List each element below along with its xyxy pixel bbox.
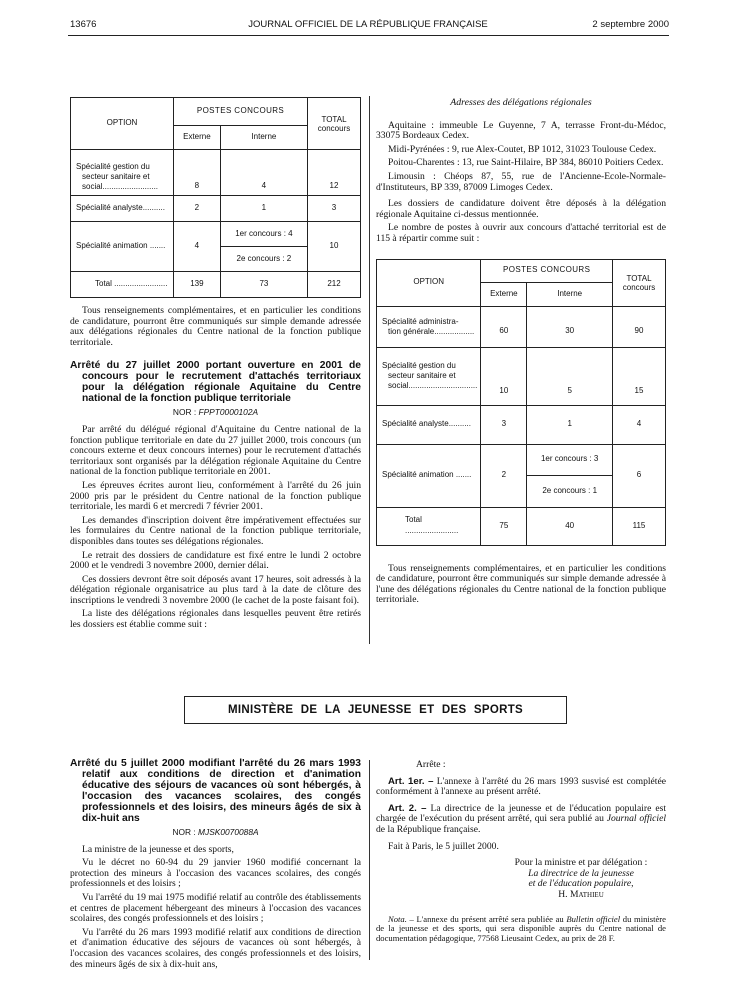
cell-interne: 1	[220, 196, 307, 222]
paragraph-renseignements: Tous renseignements complémentaires, et en particulier les conditions de candidature, pourront être communiqués sur simple demande adressée à l'une des délégations régionales du Centre national de la fonction publique territoriale.	[376, 562, 666, 606]
cell-externe: 60	[481, 306, 527, 347]
cell-total: 12	[308, 150, 361, 196]
cell-total: 6	[613, 444, 666, 507]
issue-date: 2 septembre 2000	[592, 19, 669, 30]
row-option: Spécialité animation .......	[71, 222, 174, 272]
th-interne: Interne	[220, 126, 307, 150]
paragraph: La liste des délégations régionales dans lesquelles peuvent être retirés les dossiers est établie comme suit :	[70, 608, 361, 631]
cell-externe: 3	[481, 405, 527, 444]
th-total-line2: concours	[622, 282, 656, 292]
cell-total: 212	[308, 272, 361, 298]
cell-interne-2: 2e concours : 1	[527, 475, 613, 507]
left-column-lower	[70, 758, 361, 973]
cell-interne: 40	[527, 507, 613, 545]
paragraph-depot: Les dossiers de candidature doivent être déposés à la délégation régionale Aquitaine ci-dessus mentionnée.	[376, 198, 666, 220]
th-externe: Externe	[481, 282, 527, 306]
cell-interne-1: 1er concours : 4	[220, 222, 307, 247]
address-item: Poitou-Charentes : 13, rue Saint-Hilaire, BP 384, 86010 Poitiers Cedex.	[388, 157, 664, 169]
th-total-line1: TOTAL	[626, 273, 652, 283]
header-rule	[68, 35, 669, 36]
signature-line: Pour la ministre et par délégation :	[514, 857, 648, 869]
th-externe: Externe	[174, 126, 221, 150]
visa-paragraph: Vu le décret no 60-94 du 29 janvier 1960 modifié concernant la protection des mineurs à l'occasion des vacances scolaires, des congés professionnels et des loisirs ;	[70, 857, 361, 890]
signature-line: et de l'éducation populaire,	[528, 878, 634, 890]
cell-total: 4	[613, 405, 666, 444]
nor-reference: NOR : MJSK0070088A	[172, 827, 259, 837]
postes-table-2	[376, 259, 666, 546]
cell-externe: 2	[174, 196, 221, 222]
paragraph: Les demandes d'inscription doivent être impérativement effectuées sur les formulaires du Centre national de la fonction publique territoriale, disponibles dans toutes ses délégations régionales.	[70, 514, 361, 547]
paragraph: Ces dossiers devront être soit déposés avant 17 heures, soit adressés à la délégation régionale organisatrice au plus tard à la date de clôture des inscriptions le vendredi 3 novembre 2000 (le cachet de la poste faisant foi).	[70, 573, 361, 606]
cell-total: 15	[613, 347, 666, 405]
row-option: Total ........................	[71, 272, 174, 298]
cell-total: 10	[308, 222, 361, 272]
visa-paragraph: Vu l'arrêté du 19 mai 1975 modifié relatif au contrôle des établissements et centres de placement hébergeant des mineurs à l'occasion des vacances scolaires, des congés professionnels et des loisirs ;	[70, 891, 361, 925]
visa-paragraph: La ministre de la jeunesse et des sports,	[82, 843, 234, 855]
cell-externe: 4	[174, 222, 221, 272]
th-total	[308, 98, 361, 150]
cell-externe: 75	[481, 507, 527, 545]
right-column-lower	[376, 760, 666, 946]
cell-externe: 2	[481, 444, 527, 507]
column-divider-bottom	[369, 760, 370, 960]
cell-total: 90	[613, 306, 666, 347]
page-header	[67, 19, 669, 35]
visa-paragraph: Vu l'arrêté du 26 mars 1993 modifié relatif aux conditions de direction et d'animation éducative des séjours de vacances où sont hébergés, à l'occasion des vacances scolaires, des congés professionnels et des loisirs, des mineurs âgés de six à dix-huit ans,	[70, 926, 361, 970]
cell-interne: 4	[220, 150, 307, 196]
left-column-upper	[70, 97, 361, 634]
arrete-title: Arrêté du 27 juillet 2000 portant ouverture en 2001 de concours pour le recrutement d'attachés territoriaux pour la délégation régionale Aquitaine du Centre national de la fonction publique territoriale	[70, 360, 361, 405]
ministry-heading: MINISTÈRE DE LA JEUNESSE ET DES SPORTS	[184, 696, 567, 724]
postes-table-1	[70, 97, 361, 298]
th-total-line2: concours	[317, 123, 351, 133]
addresses-heading: Adresses des délégations régionales	[450, 97, 592, 108]
nota-paragraph: Nota. – L'annexe du présent arrêté sera publiée au Bulletin officiel du ministère de la jeunesse et des sports, qui sera disponible auprès du Centre national de documentation pédagogique, 77568 Lieusaint Cedex, au prix de 28 F.	[376, 913, 666, 943]
fait-a-paris: Fait à Paris, le 5 juillet 2000.	[388, 840, 499, 852]
row-option: Spécialité analyste..........	[377, 405, 481, 444]
cell-total: 115	[613, 507, 666, 545]
table-row-total	[71, 272, 361, 298]
signature-block	[496, 858, 666, 900]
th-total-line1: TOTAL	[321, 114, 347, 124]
paragraph-renseignements: Tous renseignements complémentaires, et en particulier les conditions de candidature, pourront être communiqués sur simple demande adressée aux délégations régionales du Centre national de la fonction publique territoriale.	[70, 305, 361, 348]
paragraph-nombre: Le nombre de postes à ouvrir aux concours d'attaché territorial est de 115 à répartir comme suit :	[376, 222, 666, 244]
table-row	[71, 196, 361, 222]
paragraph: Par arrêté du délégué régional d'Aquitaine du Centre national de la fonction publique territoriale en date du 27 juillet 2000, trois concours (un concours externe et deux concours internes) pour le recrutement d'attachés territoriaux sont organisés par la délégation régionale Aquitaine du Centre national de la fonction publique territoriale en 2001.	[70, 423, 361, 478]
address-item: Aquitaine : immeuble Le Guyenne, 7 A, terrasse Front-du-Médoc, 33075 Bordeaux Cedex.	[376, 119, 666, 142]
table-row	[71, 222, 361, 247]
table-row	[377, 347, 666, 405]
address-item: Midi-Pyrénées : 9, rue Alex-Coutet, BP 1012, 31023 Toulouse Cedex.	[388, 143, 657, 155]
th-postes-concours: POSTES CONCOURS	[174, 98, 308, 126]
paragraph: Les épreuves écrites auront lieu, conformément à l'arrêté du 26 juin 2000 pris par le président du Centre national de la fonction publique territoriale, les mardi 6 et mercredi 7 février 2001.	[70, 479, 361, 513]
th-postes-concours: POSTES CONCOURS	[481, 259, 613, 282]
th-option: OPTION	[377, 259, 481, 306]
row-option: Spécialité analyste..........	[71, 196, 174, 222]
row-option: Spécialité gestion du secteur sanitaire et social.........................	[71, 150, 174, 196]
arrete-label: Arrête :	[416, 759, 446, 770]
cell-interne: 73	[220, 272, 307, 298]
right-column-upper	[376, 98, 666, 609]
page-number: 13676	[70, 19, 97, 30]
paragraph: Le retrait des dossiers de candidature est fixé entre le lundi 2 octobre 2000 et le vendredi 3 novembre 2000, dernier délai.	[70, 549, 361, 572]
table-row	[377, 444, 666, 475]
row-option: Spécialité gestion du secteur sanitaire et social...............................	[377, 347, 481, 405]
column-divider-top	[369, 96, 370, 644]
table-row	[377, 306, 666, 347]
row-option: Spécialité administra- tion générale..................	[377, 306, 481, 347]
nor-reference: NOR : FPPT0000102A	[172, 407, 259, 418]
cell-externe: 10	[481, 347, 527, 405]
cell-externe: 139	[174, 272, 221, 298]
article-1: Art. 1er. – L'annexe à l'arrêté du 26 mars 1993 susvisé est complétée conformément à l'annexe au présent arrêté.	[376, 775, 666, 798]
signature-line: La directrice de la jeunesse	[528, 867, 634, 879]
cell-interne: 5	[527, 347, 613, 405]
cell-interne: 30	[527, 306, 613, 347]
cell-total: 3	[308, 196, 361, 222]
row-option: Total ........................	[377, 507, 481, 545]
table-row-total	[377, 507, 666, 545]
th-option: OPTION	[71, 98, 174, 150]
article-2: Art. 2. – La directrice de la jeunesse et de l'éducation populaire est chargée de l'exécution du présent arrêté, qui sera publié au Journal officiel de la République française.	[376, 802, 666, 835]
th-interne: Interne	[527, 282, 613, 306]
row-option: Spécialité animation .......	[377, 444, 481, 507]
journal-title: JOURNAL OFFICIEL DE LA RÉPUBLIQUE FRANÇAISE	[248, 19, 488, 30]
address-item: Limousin : Chéops 87, 55, rue de l'Ancienne-Ecole-Normale-d'Instituteurs, BP 339, 87009 Limoges Cedex.	[376, 170, 666, 193]
cell-interne-2: 2e concours : 2	[220, 247, 307, 272]
signatory-name: H. Mathieu	[558, 888, 604, 900]
cell-interne-1: 1er concours : 3	[527, 444, 613, 475]
arrete-title: Arrêté du 5 juillet 2000 modifiant l'arrêté du 26 mars 1993 relatif aux conditions de direction et d'animation éducative des séjours de vacances où sont hébergés, à l'occasion des vacances scolaires, des congés professionnels et des loisirs, des mineurs âgés de six à dix-huit ans	[70, 758, 361, 824]
th-total	[613, 259, 666, 306]
cell-externe: 8	[174, 150, 221, 196]
table-row	[71, 150, 361, 196]
table-row	[377, 405, 666, 444]
cell-interne: 1	[527, 405, 613, 444]
